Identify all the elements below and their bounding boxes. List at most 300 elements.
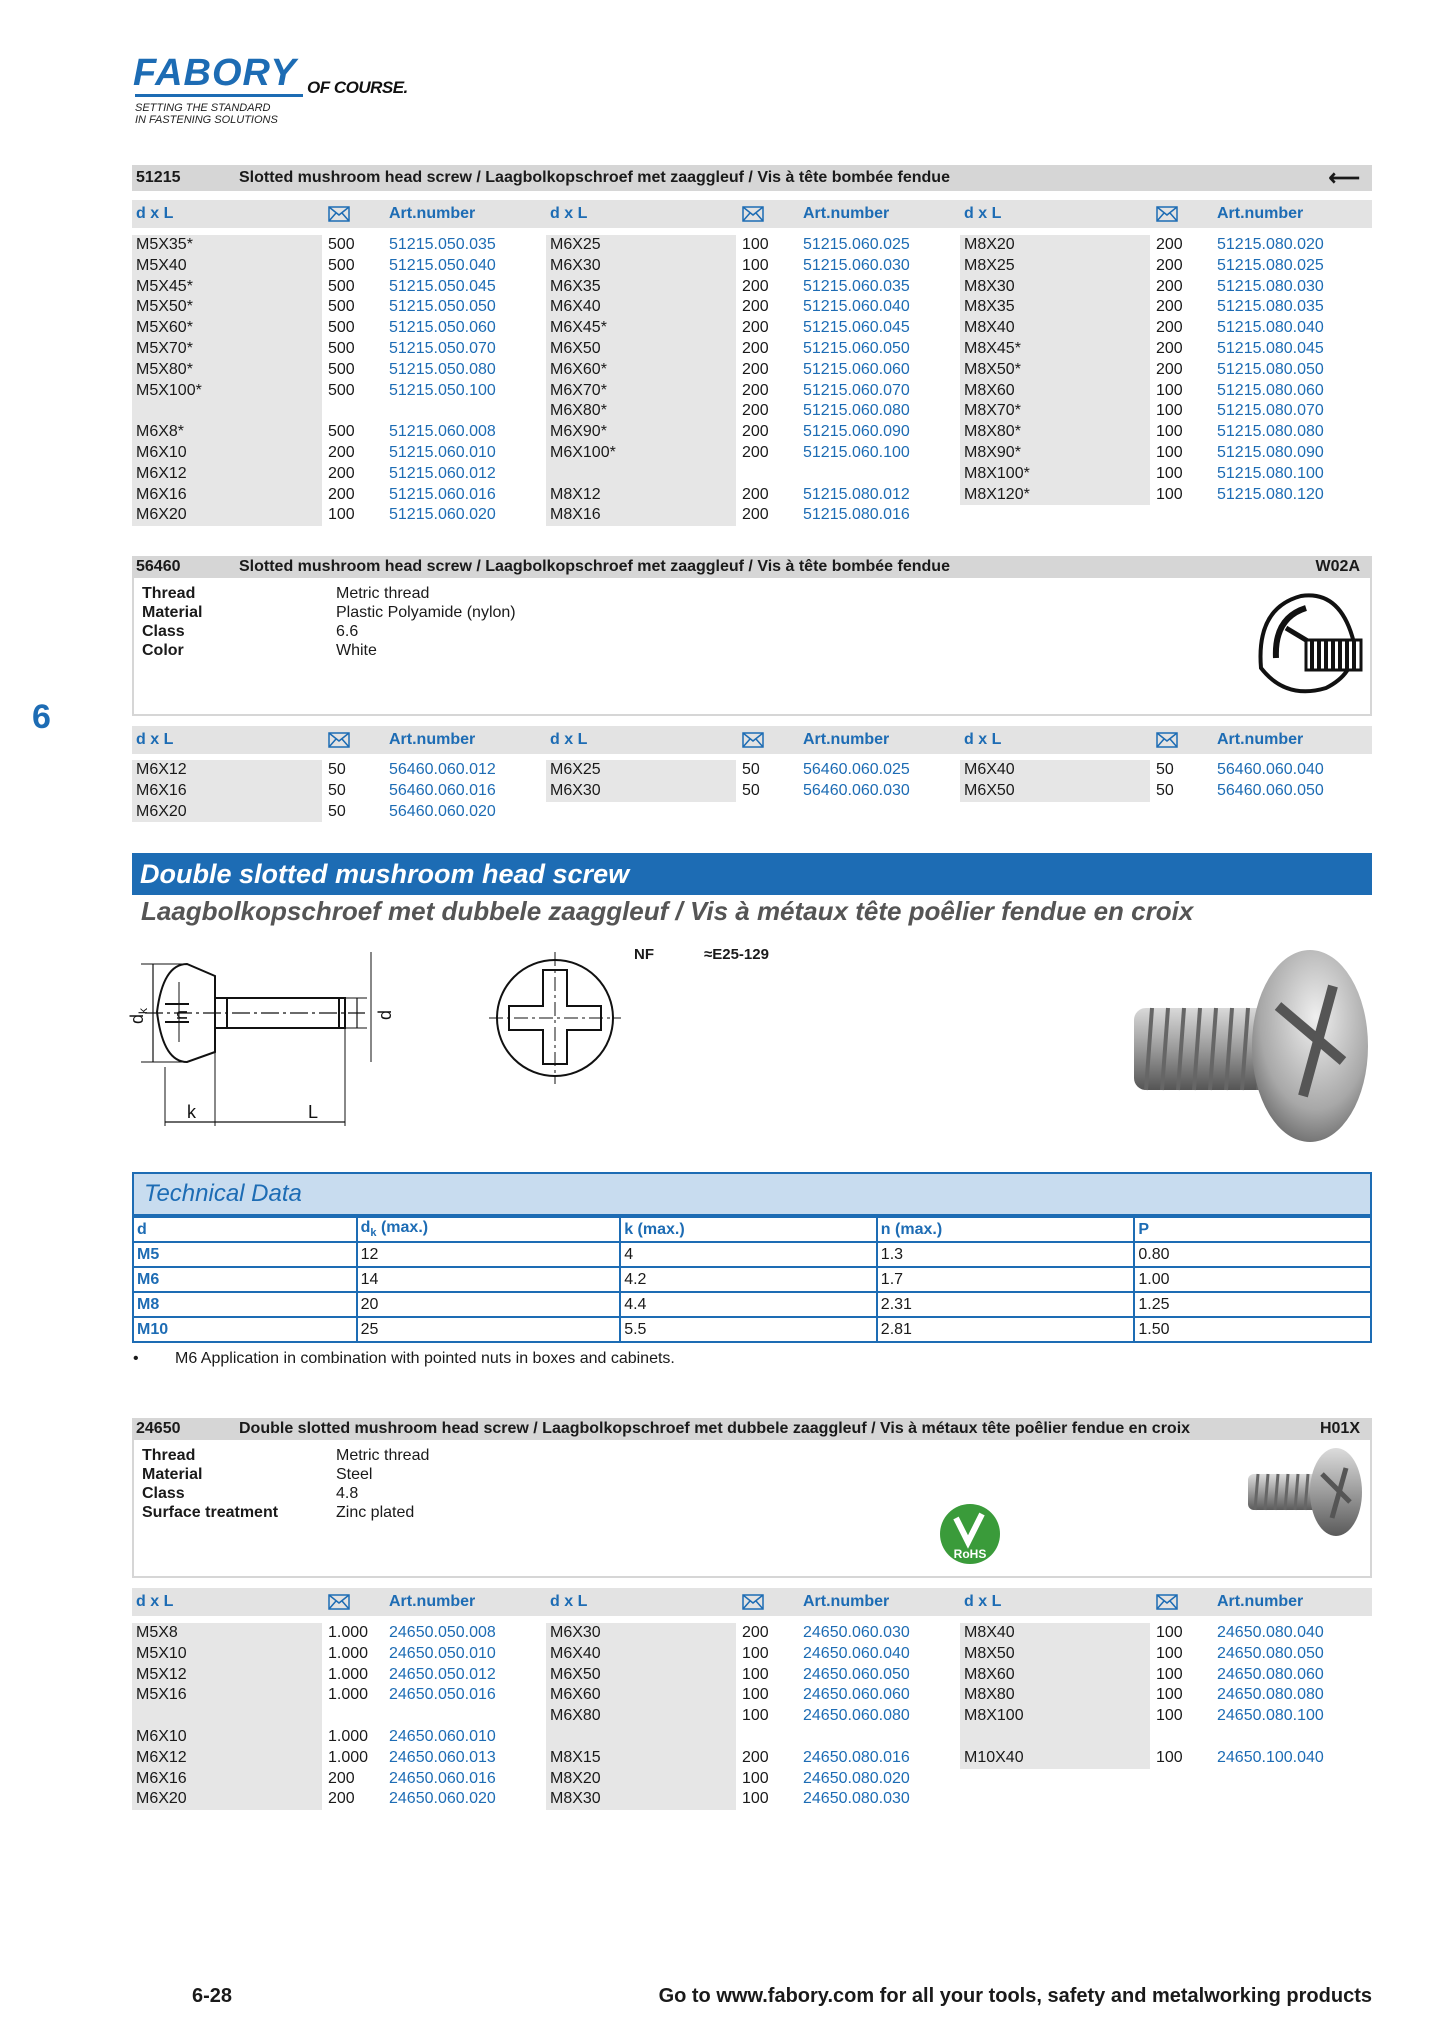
pack-quantity: 200 [1156, 277, 1183, 295]
pack-quantity: 50 [328, 761, 346, 778]
product-headline: Double slotted mushroom head screw [132, 853, 1372, 895]
back-arrow-icon[interactable]: ⟵ [1328, 165, 1360, 190]
size-dxl: M8X50* [960, 360, 1150, 381]
product-subheadline: Laagbolkopschroef met dubbele zaaggleuf / Vis à métaux tête poêlier fendue en croix [141, 896, 1194, 926]
spec-label: Thread [142, 1447, 196, 1464]
section-51215-col-3 [960, 235, 1374, 505]
pack-quantity: 100 [1156, 464, 1183, 482]
cell-p: 1.00 [1134, 1267, 1371, 1292]
size-dxl: M5X60* [132, 318, 322, 339]
list-item [546, 443, 960, 464]
article-number[interactable]: 51215.080.035 [1217, 298, 1324, 316]
pack-quantity: 100 [1156, 1665, 1183, 1683]
pack-quantity: 200 [328, 485, 355, 503]
list-item [546, 1789, 960, 1810]
size-dxl [960, 1727, 1150, 1748]
article-number[interactable]: 51215.060.045 [803, 319, 910, 337]
pack-quantity: 1.000 [328, 1624, 369, 1641]
size-dxl: M8X25 [960, 256, 1150, 277]
section-24650-spec-box [132, 1440, 1372, 1578]
envelope-icon [742, 206, 764, 222]
size-dxl: M8X120* [960, 485, 1150, 506]
article-number[interactable]: 51215.080.020 [1217, 236, 1324, 253]
size-dxl: M8X30 [546, 1789, 736, 1810]
section-ref-code: H01X [1319, 1420, 1360, 1437]
pack-quantity: 100 [1156, 1707, 1183, 1725]
list-item [960, 781, 1374, 802]
article-number[interactable]: 24650.050.008 [389, 1624, 496, 1641]
list-item [546, 464, 960, 485]
article-number[interactable]: 51215.080.012 [803, 485, 910, 503]
size-dxl: M8X90* [960, 443, 1150, 464]
list-item [132, 781, 546, 802]
size-dxl: M5X35* [132, 235, 322, 256]
spec-value: 6.6 [336, 623, 359, 640]
plastic-screw-illustration [1246, 588, 1364, 698]
article-number[interactable]: 51215.050.035 [389, 236, 496, 253]
article-number[interactable]: 24650.080.050 [1217, 1644, 1324, 1662]
pack-quantity: 100 [742, 1769, 769, 1787]
pack-quantity: 500 [328, 277, 355, 295]
section-24650-col-3 [960, 1623, 1374, 1769]
section-title: Double slotted mushroom head screw / Laagbolkopschroef met dubbele zaaggleuf / Vis à métaux tête poêlier fendue en croix [239, 1420, 1191, 1437]
pack-quantity: 200 [328, 464, 355, 482]
list-item [960, 1644, 1374, 1665]
pack-quantity: 200 [1156, 319, 1183, 337]
technical-data-title: Technical Data [132, 1172, 1372, 1216]
article-number[interactable]: 24650.080.016 [803, 1748, 910, 1766]
size-dxl: M6X12 [132, 1748, 322, 1769]
article-number[interactable]: 51215.060.020 [389, 506, 496, 524]
pack-quantity: 500 [328, 236, 355, 253]
list-item [960, 339, 1374, 360]
article-number[interactable]: 51215.080.100 [1217, 464, 1324, 482]
section-24650-col-2 [546, 1623, 960, 1810]
label-n: n [171, 1009, 191, 1020]
list-item [960, 318, 1374, 339]
article-number[interactable]: 51215.060.080 [803, 402, 910, 420]
article-number[interactable]: 51215.080.070 [1217, 402, 1324, 420]
article-number[interactable]: 51215.050.080 [389, 360, 496, 378]
chapter-number: 6 [32, 698, 51, 736]
cell-dk: 25 [357, 1317, 621, 1342]
article-number[interactable]: 24650.080.060 [1217, 1665, 1324, 1683]
size-dxl: M6X10 [132, 443, 322, 464]
article-number[interactable]: 51215.080.016 [803, 506, 910, 524]
pack-quantity: 100 [1156, 443, 1183, 461]
list-item [132, 235, 546, 256]
header-dxl: d x L [550, 1593, 588, 1610]
article-number[interactable]: 51215.060.016 [389, 485, 496, 503]
article-number[interactable]: 51215.060.012 [389, 464, 496, 482]
size-dxl [546, 1727, 736, 1748]
size-dxl: M6X35 [546, 277, 736, 298]
size-dxl: M8X100 [960, 1706, 1150, 1727]
article-number[interactable]: 51215.060.050 [803, 339, 910, 357]
size-dxl: M6X20 [132, 802, 322, 823]
list-item [960, 1706, 1374, 1727]
list-item [132, 1623, 546, 1644]
list-item [960, 443, 1374, 464]
section-24650-col-1 [132, 1623, 546, 1810]
envelope-icon [742, 1594, 764, 1610]
article-number[interactable]: 56460.060.025 [803, 761, 910, 778]
article-number[interactable]: 51215.080.045 [1217, 339, 1324, 357]
pack-quantity: 100 [1156, 1748, 1183, 1766]
logo-sub-line-2: IN FASTENING SOLUTIONS [135, 114, 278, 126]
article-number[interactable]: 24650.050.016 [389, 1686, 496, 1704]
article-number[interactable]: 51215.080.120 [1217, 485, 1324, 503]
size-dxl: M8X60 [960, 1665, 1150, 1686]
pack-quantity: 1.000 [328, 1665, 369, 1683]
footer-link-text[interactable]: Go to www.fabory.com for all your tools, safety and metalworking products [658, 1985, 1372, 2007]
pack-quantity: 100 [1156, 402, 1183, 420]
cell-k: 5.5 [620, 1317, 877, 1342]
list-item [960, 381, 1374, 402]
list-item [546, 1727, 960, 1748]
list-item [960, 760, 1374, 781]
article-number[interactable]: 51215.060.030 [803, 256, 910, 274]
table-row [133, 1317, 1371, 1342]
cell-d: M6 [133, 1267, 357, 1292]
envelope-icon [1156, 206, 1178, 222]
list-item [546, 1644, 960, 1665]
envelope-icon [328, 1594, 350, 1610]
size-dxl: M6X30 [546, 781, 736, 802]
pack-quantity: 200 [328, 1769, 355, 1787]
article-number[interactable]: 56460.060.050 [1217, 781, 1324, 799]
article-number[interactable]: 56460.060.012 [389, 761, 496, 778]
size-dxl: M6X45* [546, 318, 736, 339]
header-art-number: Art.number [389, 205, 476, 222]
size-dxl: M8X12 [546, 485, 736, 506]
article-number[interactable]: 51215.080.060 [1217, 381, 1324, 399]
cell-k: 4.2 [620, 1267, 877, 1292]
pack-quantity: 200 [742, 423, 769, 441]
article-number[interactable]: 51215.080.040 [1217, 319, 1324, 337]
section-51215-col-2 [546, 235, 960, 526]
article-number[interactable]: 51215.060.035 [803, 277, 910, 295]
section-code: 51215 [136, 169, 181, 186]
article-number[interactable]: 24650.060.016 [389, 1769, 496, 1787]
list-item [546, 297, 960, 318]
list-item [546, 1685, 960, 1706]
size-dxl: M8X20 [546, 1769, 736, 1790]
pack-quantity: 100 [742, 1665, 769, 1683]
standard-nf: NF [634, 946, 654, 963]
size-dxl: M10X40 [960, 1748, 1150, 1769]
fabory-logo [133, 52, 423, 132]
list-item [960, 464, 1374, 485]
spec-value: Metric thread [336, 1447, 430, 1464]
article-number[interactable]: 24650.060.060 [803, 1686, 910, 1704]
size-dxl: M6X100* [546, 443, 736, 464]
size-dxl: M6X16 [132, 1769, 322, 1790]
size-dxl: M8X30 [960, 277, 1150, 298]
list-item [132, 802, 546, 823]
size-dxl: M6X30 [546, 1623, 736, 1644]
section-56460-col-3 [960, 760, 1374, 802]
list-item [960, 422, 1374, 443]
rohs-label: RoHS [953, 1547, 987, 1561]
article-number[interactable]: 51215.050.040 [389, 256, 496, 274]
size-dxl: M6X80 [546, 1706, 736, 1727]
size-dxl: M6X8* [132, 422, 322, 443]
list-item [546, 1623, 960, 1644]
list-item [546, 1769, 960, 1790]
spec-label: Surface treatment [142, 1504, 279, 1521]
header-dxl: d x L [136, 205, 174, 222]
header-d: d [133, 1217, 357, 1242]
article-number[interactable]: 24650.080.020 [803, 1769, 910, 1787]
rohs-badge [938, 1502, 1002, 1566]
logo-brand: FABORY [133, 52, 297, 94]
spec-value: Zinc plated [336, 1504, 415, 1521]
article-number[interactable]: 51215.080.090 [1217, 443, 1324, 461]
list-item [132, 443, 546, 464]
section-ref-code: W02A [1315, 558, 1360, 575]
column-header-group [132, 200, 546, 228]
pack-quantity: 100 [742, 1644, 769, 1662]
article-number[interactable]: 51215.060.008 [389, 423, 496, 441]
article-number[interactable]: 56460.060.016 [389, 781, 496, 799]
standard-e25: ≈E25-129 [704, 946, 769, 963]
pack-quantity: 200 [742, 360, 769, 378]
article-number[interactable]: 51215.060.090 [803, 423, 910, 441]
list-item [546, 339, 960, 360]
article-number[interactable]: 24650.060.020 [389, 1790, 496, 1808]
article-number[interactable]: 51215.060.100 [803, 443, 910, 461]
article-number[interactable]: 24650.060.013 [389, 1748, 496, 1766]
list-item [960, 235, 1374, 256]
size-dxl: M8X70* [960, 401, 1150, 422]
column-header-group [960, 200, 1374, 228]
size-dxl [546, 464, 736, 485]
list-item [132, 360, 546, 381]
article-number[interactable]: 51215.050.050 [389, 298, 496, 316]
pack-quantity: 200 [742, 402, 769, 420]
section-title: Slotted mushroom head screw / Laagbolkopschroef met zaaggleuf / Vis à tête bombée fendue [239, 558, 950, 575]
article-number[interactable]: 24650.060.050 [803, 1665, 910, 1683]
size-dxl: M6X25 [546, 235, 736, 256]
list-item [546, 360, 960, 381]
article-number[interactable]: 56460.060.020 [389, 802, 496, 820]
article-number[interactable]: 24650.050.010 [389, 1644, 496, 1662]
article-number[interactable]: 51215.050.060 [389, 319, 496, 337]
list-item [132, 1685, 546, 1706]
pack-quantity: 50 [1156, 761, 1174, 778]
envelope-icon [742, 732, 764, 748]
article-number[interactable]: 24650.100.040 [1217, 1748, 1324, 1766]
cell-n: 2.31 [877, 1292, 1135, 1317]
technical-data-header-row [133, 1217, 1371, 1242]
list-item [132, 1665, 546, 1686]
article-number[interactable]: 51215.080.050 [1217, 360, 1324, 378]
size-dxl: M5X8 [132, 1623, 322, 1644]
section-56460-spec-box [132, 578, 1372, 716]
size-dxl: M8X100* [960, 464, 1150, 485]
header-dk: $d_k$ (max.) [357, 1217, 621, 1242]
section-51215-header [132, 165, 1372, 191]
spec-value: Metric thread [336, 585, 430, 602]
pack-quantity: 200 [742, 1624, 769, 1641]
article-number[interactable]: 24650.080.080 [1217, 1686, 1324, 1704]
pack-quantity: 100 [328, 506, 355, 524]
pack-quantity: 1.000 [328, 1727, 369, 1745]
section-code: 24650 [136, 1420, 181, 1437]
list-item [546, 401, 960, 422]
label-d: d [375, 1009, 395, 1020]
pack-quantity: 500 [328, 298, 355, 316]
article-number[interactable]: 51215.060.025 [803, 236, 910, 253]
article-number[interactable]: 51215.080.030 [1217, 277, 1324, 295]
cell-p: 0.80 [1134, 1242, 1371, 1267]
list-item [132, 1644, 546, 1665]
cell-k: 4.4 [620, 1292, 877, 1317]
article-number[interactable]: 51215.050.070 [389, 339, 496, 357]
envelope-icon [328, 732, 350, 748]
pack-quantity: 500 [328, 319, 355, 337]
section-code: 56460 [136, 558, 181, 575]
section-56460-column-header [132, 726, 1372, 754]
pack-quantity: 100 [742, 1707, 769, 1725]
section-51215-col-1 [132, 235, 546, 526]
cell-k: 4 [620, 1242, 877, 1267]
pack-quantity: 200 [742, 319, 769, 337]
spec-label: Color [142, 642, 184, 659]
pack-quantity: 200 [742, 339, 769, 357]
pack-quantity: 50 [742, 781, 760, 799]
list-item [546, 781, 960, 802]
article-number[interactable]: 51215.060.010 [389, 443, 496, 461]
size-dxl: M6X50 [546, 339, 736, 360]
header-art-number: Art.number [1217, 205, 1304, 222]
header-art-number: Art.number [389, 731, 476, 748]
note-text: M6 Application in combination with pointed nuts in boxes and cabinets. [175, 1350, 675, 1367]
size-dxl: M5X40 [132, 256, 322, 277]
size-dxl: M6X40 [960, 760, 1150, 781]
article-number[interactable]: 56460.060.030 [803, 781, 910, 799]
logo-subtitle [135, 102, 278, 126]
header-n: n (max.) [877, 1217, 1135, 1242]
article-number[interactable]: 51215.080.080 [1217, 423, 1324, 441]
size-dxl [132, 401, 322, 422]
list-item [546, 1665, 960, 1686]
article-number[interactable]: 51215.060.060 [803, 360, 910, 378]
header-art-number: Art.number [803, 731, 890, 748]
article-number[interactable]: 24650.080.040 [1217, 1624, 1324, 1641]
pack-quantity: 500 [328, 360, 355, 378]
column-header-group [546, 200, 960, 228]
size-dxl: M6X90* [546, 422, 736, 443]
header-dxl: d x L [550, 205, 588, 222]
header-dxl: d x L [964, 731, 1002, 748]
article-number[interactable]: 51215.060.070 [803, 381, 910, 399]
article-number[interactable]: 51215.060.040 [803, 298, 910, 316]
pack-quantity: 100 [1156, 381, 1183, 399]
list-item [132, 381, 546, 402]
list-item [546, 318, 960, 339]
list-item [960, 1685, 1374, 1706]
pack-quantity: 200 [1156, 298, 1183, 316]
screw-photo [1128, 946, 1372, 1146]
list-item [960, 360, 1374, 381]
pack-quantity: 500 [328, 381, 355, 399]
list-item [960, 1748, 1374, 1769]
section-56460-header [132, 556, 1372, 578]
article-number[interactable]: 24650.050.012 [389, 1665, 496, 1683]
pack-quantity: 100 [742, 256, 769, 274]
pack-quantity: 500 [328, 256, 355, 274]
article-number[interactable]: 24650.060.030 [803, 1624, 910, 1641]
article-number[interactable]: 51215.050.100 [389, 381, 496, 399]
list-item [960, 297, 1374, 318]
article-number[interactable]: 51215.050.045 [389, 277, 496, 295]
list-item [132, 1789, 546, 1810]
page-number: 6-28 [192, 1985, 233, 2007]
cell-d: M5 [133, 1242, 357, 1267]
pack-quantity: 200 [742, 1748, 769, 1766]
header-art-number: Art.number [803, 205, 890, 222]
cell-dk: 14 [357, 1267, 621, 1292]
technical-drawing [127, 942, 625, 1137]
pack-quantity: 200 [742, 381, 769, 399]
article-number[interactable]: 24650.080.100 [1217, 1707, 1324, 1725]
article-number[interactable]: 56460.060.040 [1217, 761, 1324, 778]
cell-d: M8 [133, 1292, 357, 1317]
spec-value: Plastic Polyamide (nylon) [336, 604, 516, 621]
column-header-group [960, 1588, 1374, 1616]
article-number[interactable]: 24650.080.030 [803, 1790, 910, 1808]
list-item [132, 401, 546, 422]
pack-quantity: 50 [328, 802, 346, 820]
label-dk: $d_k$ [127, 1007, 150, 1024]
article-number[interactable]: 24650.060.010 [389, 1727, 496, 1745]
pack-quantity: 200 [742, 485, 769, 503]
size-dxl: M6X12 [132, 464, 322, 485]
pack-quantity: 500 [328, 339, 355, 357]
spec-label: Thread [142, 585, 196, 602]
list-item [132, 505, 546, 526]
article-number[interactable]: 51215.080.025 [1217, 256, 1324, 274]
envelope-icon [1156, 1594, 1178, 1610]
list-item [960, 401, 1374, 422]
cell-p: 1.50 [1134, 1317, 1371, 1342]
article-number[interactable]: 24650.060.040 [803, 1644, 910, 1662]
section-24650-column-header [132, 1588, 1372, 1616]
list-item [132, 760, 546, 781]
list-item [546, 505, 960, 526]
header-dxl: d x L [136, 1593, 174, 1610]
pack-quantity: 50 [742, 761, 760, 778]
logo-underline [135, 94, 303, 97]
list-item [132, 256, 546, 277]
size-dxl: M6X10 [132, 1727, 322, 1748]
list-item [546, 235, 960, 256]
size-dxl: M6X20 [132, 505, 322, 526]
header-k: k (max.) [620, 1217, 877, 1242]
column-header-group [132, 1588, 546, 1616]
spec-label: Class [142, 623, 185, 640]
article-number[interactable]: 24650.060.080 [803, 1707, 910, 1725]
section-51215-column-header [132, 200, 1372, 228]
size-dxl: M5X100* [132, 381, 322, 402]
size-dxl: M6X50 [546, 1665, 736, 1686]
list-item [132, 339, 546, 360]
size-dxl: M6X12 [132, 760, 322, 781]
envelope-icon [328, 206, 350, 222]
size-dxl [132, 1706, 322, 1727]
